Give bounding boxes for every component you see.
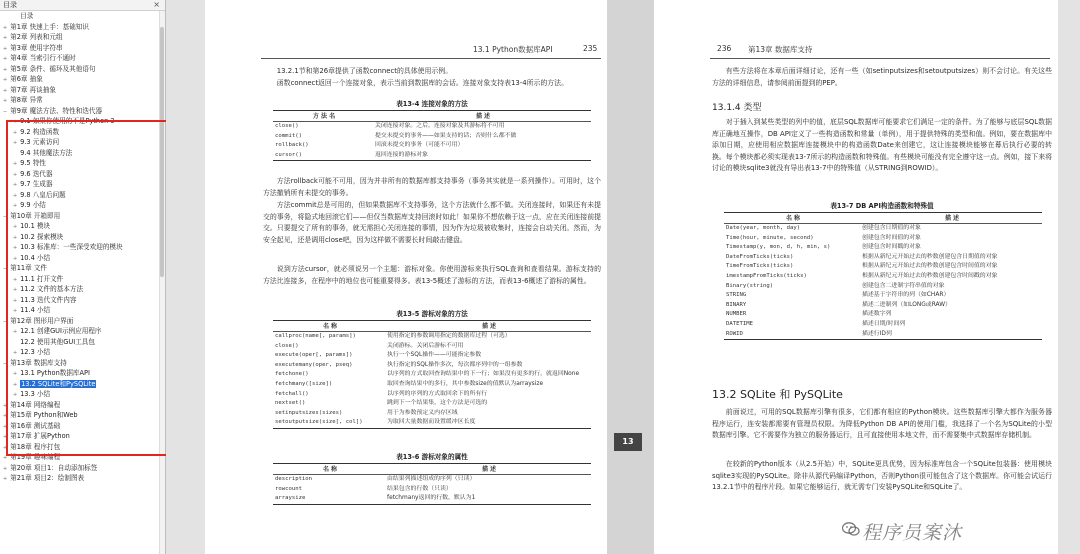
table-cell-name: rowcount	[275, 485, 302, 492]
toc-item[interactable]	[0, 358, 160, 369]
table-cell-name: description	[275, 476, 313, 482]
expand-icon[interactable]: +	[12, 287, 18, 293]
table-cell-desc: 创建包含时间戳的对象	[862, 244, 921, 251]
page-number: 236	[717, 44, 732, 53]
table-cell-desc: 描述二进制列（如LONG或RAW）	[862, 301, 951, 308]
page-236	[654, 0, 1058, 554]
table-row	[724, 262, 1042, 272]
toc-item-label: 第1章 快速上手：基础知识	[10, 22, 89, 31]
table-cell-name: setinputsizes(sizes)	[275, 409, 343, 416]
column-header: 描 述	[944, 215, 960, 222]
table-header	[273, 464, 591, 475]
toc-item[interactable]	[0, 379, 160, 390]
sidebar-title: 目录	[3, 1, 17, 9]
expand-icon[interactable]: +	[12, 255, 18, 262]
table-cursor-methods	[273, 320, 591, 429]
running-header-title: 13.1 Python数据库API	[473, 45, 553, 54]
page-gap	[607, 0, 654, 554]
table-cell-name: Timestamp(y, mon, d, h, min, s)	[726, 244, 831, 251]
table-row	[273, 409, 591, 419]
toc-item-label: 9.8 八皇后问题	[20, 190, 66, 199]
table-row	[724, 291, 1042, 301]
table-cell-desc: 为取回大量数据而设置缓冲区长度	[387, 419, 476, 426]
collapse-icon[interactable]: −	[2, 360, 8, 367]
toc-item-label: 9.6 迭代器	[20, 169, 53, 178]
expand-icon[interactable]: +	[2, 98, 8, 104]
collapse-icon[interactable]: −	[2, 266, 8, 272]
table-cursor-attributes	[273, 463, 591, 505]
table-cell-name: fetchall()	[275, 390, 309, 397]
table-cell-name: close()	[275, 342, 299, 349]
toc-item-label: 11.4 小结	[20, 306, 51, 314]
table-cell-name: executemany(oper, pseq)	[275, 361, 353, 368]
column-header: 描 述	[475, 113, 491, 120]
toc-item-label: 第18章 程序打包	[10, 442, 61, 451]
toc-item-label: 9.2 构造函数	[20, 127, 60, 136]
table-caption: 表13-7 DB API构造函数和特殊值	[830, 202, 934, 210]
table-cell-name: arraysize	[275, 495, 306, 502]
toc-item-label: 第21章 项目2：绘制图表	[10, 474, 85, 482]
table-row	[273, 332, 591, 342]
toc-item[interactable]	[0, 106, 160, 117]
toc-item-label: 第4章 当索引行不通时	[10, 54, 76, 62]
table-cell-desc: 关闭连接对象。之后，连接对象及其游标将不可用	[375, 123, 505, 129]
viewer-background	[1058, 0, 1080, 554]
table-row	[273, 342, 591, 352]
table-row	[273, 494, 591, 504]
expand-icon[interactable]: +	[12, 161, 18, 167]
page-235	[205, 0, 607, 554]
table-cell-name: cursor()	[275, 151, 302, 158]
toc-item-label: 第14章 网络编程	[10, 400, 61, 409]
paragraph: 方法rollback可能不可用，因为并非所有的数据库都支持事务（事务其实就是一系列操作）。可用时，这个方法撤销所有未提交的事务。	[263, 177, 601, 197]
table-cell-desc: 跳到下一个结果集，这个方法是可选的	[387, 400, 488, 407]
column-header: 名 称	[322, 323, 338, 330]
header-rule	[710, 58, 1050, 59]
paragraph: 方法commit总是可用的，但如果数据库不支持事务，这个方法就什么都不做。关闭连接时，如果还有未提交的事务，将隐式地回滚它们——但仅当数据库支持回滚时如此！如果你不想依赖于这一点，应在关闭连接前提交。只要提交了所有的事务，就无需担心关闭连接的事情，因为作为垃圾被收集时，连接会自动关闭。然而，为安全起见，还是调用close吧，因为这样做不需要长时间敲击键盘。	[263, 201, 601, 244]
expand-icon[interactable]: +	[2, 402, 8, 409]
toc-item-label: 12.2 使用其他GUI工具包	[20, 337, 95, 346]
paragraph: 在较新的Python版本（从2.5开始）中，SQLite更具优势，因为标准库包含一个SQLite包装器：使用模块sqlite3实现的PySQLite。除非从源代码编译Python，否则Python很可能包含了这个数据库。你可能会试运行13.2.1节中的程序片段。如果它能够运行，就无需专门安装PySQLite和SQLite了。	[712, 460, 1052, 492]
toc-item[interactable]	[0, 316, 160, 327]
toc-item-label: 第3章 使用字符串	[10, 43, 63, 52]
toc-item-label: 11.2 文件的基本方法	[20, 285, 84, 293]
toc-item-label: 第10章 开箱即用	[10, 211, 61, 220]
table-row	[724, 234, 1042, 244]
expand-icon[interactable]: +	[2, 413, 8, 419]
table-row	[273, 141, 591, 151]
table-cell-desc: 描述日期/时间列	[862, 320, 906, 327]
table-cell-desc: 以序列的序列的方式取回余下的所有行	[387, 390, 488, 397]
expand-icon[interactable]: +	[12, 392, 18, 398]
toc-item-label: 第5章 条件、循环及其他语句	[10, 64, 96, 73]
expand-icon[interactable]: +	[12, 182, 18, 188]
table-cell-desc: 创建包含二进制字符串值的对象	[862, 282, 945, 289]
toc-item[interactable]	[0, 400, 160, 411]
expand-icon[interactable]: +	[2, 24, 8, 31]
table-row	[724, 310, 1042, 320]
table-cell-name: imestampFromTicks(ticks)	[726, 272, 807, 279]
table-cell-desc: 执行指定的SQL操作多次，每次都序列中的一组参数	[387, 361, 523, 368]
table-row	[724, 224, 1042, 234]
table-cell-name: Binary(string)	[726, 282, 774, 289]
table-cell-desc: 描述行ID列	[862, 330, 892, 337]
table-cell-desc: 创建包含日期值的对象	[862, 225, 921, 231]
toc-item[interactable]	[0, 53, 160, 64]
expand-icon[interactable]: +	[2, 87, 8, 94]
expand-icon[interactable]: +	[2, 77, 8, 83]
table-row	[273, 361, 591, 371]
toc-item[interactable]	[0, 43, 160, 54]
expand-icon[interactable]: +	[12, 308, 18, 314]
table-row	[724, 253, 1042, 263]
expand-icon[interactable]: +	[2, 455, 8, 461]
toc-item[interactable]	[0, 221, 160, 232]
table-cell-desc: 关闭游标。关闭后游标不可用	[387, 342, 464, 349]
toc-item[interactable]	[0, 11, 160, 22]
toc-item-label: 第16章 测试基础	[10, 421, 61, 430]
table-cell-desc: 回滚未提交的事务（可能不可用）	[375, 142, 464, 149]
toc-item-label: 第9章 魔法方法、特性和迭代器	[10, 106, 103, 115]
toc-item-label: 12.1 创建GUI示例应用程序	[20, 327, 102, 335]
paragraph: 前面说过，可用的SQL数据库引擎有很多，它们都有相应的Python模块。这些数据库引擎大都作为服务器程序运行，连安装都需要有管理员权限。为降低Python DB API的使用门槛，我选择了一个名为SQLite的小型数据库引擎。它不需要作为独立的服务器运行，且可直接使用本地文件，而不需要集中式数据库存储机制。	[712, 408, 1052, 440]
toc-item[interactable]	[0, 211, 160, 222]
toc-item-label: 13.1 Python数据库API	[20, 369, 90, 377]
section-heading: 13.2 SQLite 和 PySQLite	[712, 388, 843, 401]
toc-item-label: 10.1 模块	[20, 222, 51, 230]
table-cell-name: DATETIME	[726, 320, 753, 327]
toc-item-label: 第12章 图形用户界面	[10, 316, 74, 325]
table-caption: 表13-4 连接对象的方法	[396, 100, 468, 108]
toc-item-label: 第17章 扩展Python	[10, 432, 70, 440]
toc-item[interactable]	[0, 284, 160, 295]
toc-item-label: 9.9 小结	[20, 201, 46, 209]
header-rule	[261, 58, 601, 59]
expand-icon[interactable]: +	[12, 224, 18, 230]
page-number: 235	[583, 44, 598, 53]
table-cell-desc: 创建包含时间值的对象	[862, 234, 921, 241]
table-row	[273, 122, 591, 132]
running-header-chapter: 第13章 数据库支持	[748, 45, 813, 54]
toc-item[interactable]	[0, 242, 160, 253]
toc-item[interactable]	[0, 64, 160, 75]
table-cell-desc: 执行一个SQL操作——可能指定参数	[387, 352, 482, 359]
toc-item[interactable]	[0, 85, 160, 96]
toc-item-label: 第2章 列表和元组	[10, 33, 63, 41]
expand-icon[interactable]: +	[12, 371, 18, 377]
toc-item[interactable]	[0, 137, 160, 148]
sidebar-header	[0, 0, 165, 11]
toc-item[interactable]	[0, 389, 160, 400]
table-cell-desc: fetchmany返回的行数，默认为1	[387, 495, 476, 502]
table-cell-name: fetchone()	[275, 371, 309, 378]
expand-icon[interactable]: +	[2, 35, 8, 41]
expand-icon[interactable]: +	[12, 119, 18, 125]
close-icon[interactable]: ×	[153, 0, 160, 9]
table-cell-name: setoutputsize(size[, col])	[275, 419, 363, 426]
table-row	[273, 370, 591, 380]
toc-item[interactable]	[0, 442, 160, 453]
table-row	[724, 282, 1042, 292]
toc-item[interactable]	[0, 169, 160, 180]
table-row	[273, 132, 591, 142]
toc-item[interactable]	[0, 473, 160, 484]
toc-item[interactable]	[0, 274, 160, 285]
toc-item[interactable]	[0, 116, 160, 127]
table-cell-desc: 根据从新纪元开始过去的秒数创建包含时间值的对象	[862, 263, 998, 270]
expand-icon[interactable]: +	[2, 66, 8, 73]
expand-icon[interactable]: +	[2, 465, 8, 472]
paragraph: 说到方法cursor，就必须说另一个主题：游标对象。你使用游标来执行SQL查询和查看结果。游标支持的方法比连接多，在程序中的地位也可能重要得多。表13-5概述了游标的方法，而表13-6概述了游标的属性。	[263, 265, 601, 285]
expand-icon[interactable]: +	[2, 45, 8, 52]
paragraph: 13.2.1节和第26章提供了函数connect的具体使用示例。	[276, 67, 453, 75]
table-cell-desc: 使用指定的参数调用指定的数据库过程（可选）	[387, 333, 511, 339]
toc-item-label: 第7章 再谈抽象	[10, 85, 56, 94]
column-header: 描 述	[481, 466, 497, 473]
toc-item[interactable]	[0, 295, 160, 306]
column-header: 名 称	[785, 215, 801, 222]
toc-item[interactable]	[0, 127, 160, 138]
table-cell-name: callproc(name[, params])	[275, 333, 356, 339]
toc-item-label: 目录	[20, 12, 34, 20]
toc-item-label: 9.5 特性	[20, 159, 46, 167]
toc-item-label: 12.3 小结	[20, 348, 51, 356]
table-row	[273, 418, 591, 428]
toc-item[interactable]	[0, 326, 160, 337]
paragraph: 函数connect返回一个连接对象，表示当前到数据库的会话。连接对象支持表13-4所示的方法。	[276, 79, 568, 87]
toc-item[interactable]	[0, 22, 160, 33]
table-cell-desc: 用于为参数预定义内存区域	[387, 409, 458, 416]
table-row	[273, 399, 591, 409]
watermark: 程序员案沐	[862, 522, 963, 544]
table-cell-name: NUMBER	[726, 311, 747, 318]
table-row	[724, 243, 1042, 253]
toc-item[interactable]	[0, 253, 160, 264]
expand-icon[interactable]: +	[12, 297, 18, 304]
table-cell-name: rollback()	[275, 142, 309, 149]
table-connection-methods	[273, 110, 591, 161]
table-row	[273, 351, 591, 361]
page-indicator: 13	[614, 433, 642, 451]
toc-item[interactable]	[0, 148, 160, 159]
toc-item-label: 第8章 异常	[10, 96, 43, 104]
toc-item-label: 10.3 标准库：一些深受欢迎的模块	[20, 243, 123, 251]
toc-item[interactable]	[0, 305, 160, 316]
toc-item[interactable]	[0, 431, 160, 442]
table-cell-desc: 提交未提交的事务——如果支持的话；否则什么都不做	[375, 132, 517, 139]
paragraph: 对于插入到某些类型的列中的值，底层SQL数据库可能要求它们满足一定的条件。为了能够与底层SQL数据库正确地互操作，DB API定义了一些构造函数和常量（单例），用于提供特殊的类型和值。例如，要在数据库中添加日期，应使用相应数据库连接模块中的构造函数Date来创建它，这让连接模块能够在幕后执行必要的转换。每个模块都必须实现表13-7所示的构造函数和特殊值。有些模块可能没有完全遵守这一点。例如，接下来将讨论的模块sqlite3就没有导出表13-7中的特殊值（从STRING到ROWID）。	[712, 118, 1052, 173]
scrollbar-thumb[interactable]	[160, 27, 164, 277]
sidebar-scrollbar[interactable]	[159, 11, 165, 554]
table-cell-name: execute(oper[, params])	[275, 352, 353, 359]
toc-item-label: 10.2 探索模块	[20, 232, 64, 241]
column-header: 方 法 名	[312, 113, 336, 120]
toc-tree	[0, 11, 160, 484]
table-row	[273, 151, 591, 161]
toc-item-label: 第19章 趣味编程	[10, 453, 61, 461]
toc-item-label: 第6章 抽象	[10, 75, 43, 83]
toc-item[interactable]	[0, 32, 160, 43]
expand-icon[interactable]: +	[2, 476, 8, 482]
toc-sidebar	[0, 0, 166, 554]
expand-icon[interactable]: +	[12, 234, 18, 241]
toc-item-label: 9.4 其他魔法方法	[20, 148, 73, 157]
toc-item[interactable]	[0, 74, 160, 85]
expand-icon[interactable]: +	[12, 140, 18, 146]
table-row	[273, 380, 591, 390]
toc-item-label: 9.1 如果你使用的不是Python 3	[20, 117, 115, 125]
table-cell-name: BINARY	[726, 301, 747, 308]
toc-item-label: 13.2 SQLite和PySQLite	[21, 379, 96, 388]
toc-item[interactable]	[0, 347, 160, 358]
expand-icon[interactable]: +	[12, 171, 18, 178]
expand-icon[interactable]: +	[2, 444, 8, 451]
expand-icon[interactable]: +	[12, 245, 18, 251]
table-cell-desc: 以序列的方式取回查询结果中的下一行；如果没有更多的行，就返回None	[387, 371, 580, 378]
toc-item-label: 第11章 文件	[10, 264, 47, 272]
table-cell-desc: 返回连接的游标对象	[375, 151, 429, 158]
toc-item-label: 11.1 打开文件	[20, 274, 64, 283]
table-cell-name: STRING	[726, 292, 747, 299]
toc-item-label: 13.3 小结	[20, 390, 51, 398]
table-cell-desc: 根据从新纪元开始过去的秒数创建包含时间戳的对象	[862, 272, 998, 279]
table-db-api-constructors	[724, 212, 1042, 340]
paragraph: 有些方法将在本章后面详细讨论，还有一些（如setinputsizes和setoutputsizes）则不会讨论。有关这些方法的详细信息，请参阅前面提到的PEP。	[712, 67, 1052, 87]
table-header	[273, 111, 591, 122]
table-row	[273, 475, 591, 485]
table-row	[724, 272, 1042, 282]
toc-item-label: 10.4 小结	[20, 253, 51, 262]
toc-item-label: 第13章 数据库支持	[10, 358, 67, 367]
section-heading: 13.1.4 类型	[712, 103, 762, 113]
toc-item-label: 11.3 迭代文件内容	[20, 295, 77, 304]
wechat-icon	[842, 521, 860, 537]
table-cell-name: commit()	[275, 132, 302, 139]
toc-item[interactable]	[0, 337, 160, 348]
expand-icon[interactable]: +	[2, 423, 8, 430]
table-cell-desc: 描述基于字符串的列（如CHAR）	[862, 292, 950, 299]
toc-item[interactable]	[0, 200, 160, 211]
toc-item[interactable]	[0, 452, 160, 463]
table-row	[724, 320, 1042, 330]
expand-icon[interactable]: +	[12, 276, 18, 283]
toc-item[interactable]	[0, 158, 160, 169]
table-cell-desc: 取回查询结果中的多行，其中参数size的值默认为arraysize	[387, 380, 544, 387]
table-caption: 表13-6 游标对象的属性	[396, 453, 468, 461]
table-row	[273, 485, 591, 495]
expand-icon[interactable]: +	[12, 381, 18, 388]
toc-item[interactable]	[0, 410, 160, 421]
toc-item[interactable]	[0, 421, 160, 432]
expand-icon[interactable]: +	[12, 192, 18, 199]
table-cell-name: Time(hour, minute, second)	[726, 234, 814, 241]
column-header: 描 述	[481, 323, 497, 330]
toc-item[interactable]	[0, 263, 160, 274]
table-cell-desc: 根据从新纪元开始过去的秒数创建包含日期值的对象	[862, 253, 998, 260]
toc-item-label: 9.3 元素访问	[20, 138, 60, 146]
expand-icon[interactable]: +	[2, 434, 8, 440]
toc-item-label: 第20章 项目1：自动添加标签	[10, 463, 98, 472]
toc-item-label: 9.7 生成器	[20, 180, 53, 188]
table-cell-name: fetchmany([size])	[275, 380, 333, 387]
toc-item[interactable]	[0, 95, 160, 106]
toc-item[interactable]	[0, 179, 160, 190]
column-header: 名 称	[322, 466, 338, 473]
table-cell-name: close()	[275, 123, 299, 129]
expand-icon[interactable]: +	[12, 350, 18, 356]
collapse-icon[interactable]: −	[2, 213, 8, 220]
table-header	[273, 321, 591, 332]
table-cell-name: Date(year, month, day)	[726, 225, 801, 231]
expand-icon[interactable]: +	[2, 56, 8, 62]
table-cell-desc: 结果包含的行数（只读）	[387, 485, 452, 492]
table-header	[724, 213, 1042, 224]
table-caption: 表13-5 游标对象的方法	[396, 310, 468, 318]
collapse-icon[interactable]: −	[2, 318, 8, 325]
toc-item-label: 第15章 Python和Web	[10, 411, 78, 419]
expand-icon[interactable]: +	[12, 203, 18, 209]
toc-item[interactable]	[0, 463, 160, 474]
table-row	[724, 301, 1042, 311]
expand-icon[interactable]: +	[12, 329, 18, 335]
table-cell-name: ROWID	[726, 330, 743, 337]
table-row	[273, 390, 591, 400]
table-row	[724, 330, 1042, 340]
expand-icon[interactable]: +	[12, 129, 18, 136]
toc-item[interactable]	[0, 368, 160, 379]
toc-item[interactable]	[0, 190, 160, 201]
toc-item[interactable]	[0, 232, 160, 243]
table-cell-desc: 描述数字列	[862, 311, 892, 318]
table-cell-name: nextset()	[275, 400, 306, 407]
table-cell-desc: 由结果列描述组成的序列（只读）	[387, 476, 476, 482]
table-cell-name: DateFromTicks(ticks)	[726, 253, 794, 260]
viewer-background	[166, 0, 205, 554]
collapse-icon[interactable]: −	[2, 108, 8, 115]
table-cell-name: TimeFromTicks(ticks)	[726, 263, 794, 270]
